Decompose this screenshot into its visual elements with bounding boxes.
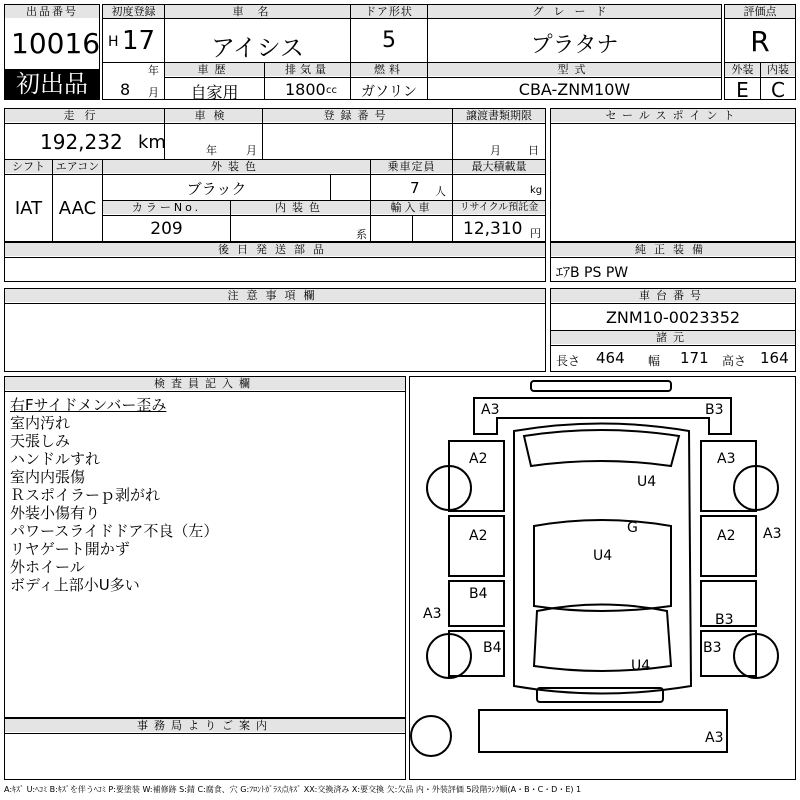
sales-points-label: セールスポイント <box>551 109 795 122</box>
note-line: 右Fサイドメンバー歪み <box>10 396 167 414</box>
mileage: 192,232 <box>40 130 123 154</box>
capacity: 7 <box>410 179 420 197</box>
interior-color-unit: 系 <box>356 228 367 241</box>
inspector-notes <box>10 396 218 594</box>
model-label: 型式 <box>428 63 721 76</box>
mark-front-left: A3 <box>481 402 500 418</box>
length: 464 <box>596 349 625 367</box>
era: H <box>108 34 119 50</box>
capacity-label: 乗車定員 <box>371 160 452 173</box>
model: CBA-ZNM10W <box>518 80 631 99</box>
interior-grade: C <box>771 78 785 102</box>
fuel: ガソリン <box>361 84 417 100</box>
roof-shape <box>534 520 671 611</box>
car-name-label: 車名 <box>165 5 350 18</box>
inspector-label: 検査員記入欄 <box>5 377 405 390</box>
transfer-day-unit: 日 <box>528 144 539 157</box>
capacity-unit: 人 <box>435 185 446 198</box>
door-label: ドア形状 <box>351 5 427 18</box>
color-label: 外装色 <box>103 160 370 173</box>
transfer-month-unit: 月 <box>490 144 501 157</box>
mark-fender-left: A2 <box>469 451 488 467</box>
recycle-unit: 円 <box>530 227 541 240</box>
width: 171 <box>680 349 709 367</box>
mark-fender-right: A3 <box>717 451 736 467</box>
right-door-front <box>701 516 756 576</box>
mark-door-front-left: A2 <box>469 528 488 544</box>
mark-door-rear-left: B4 <box>469 586 488 602</box>
car-name: アイシス <box>210 34 305 62</box>
caution-label: 注意事項欄 <box>5 289 545 302</box>
legend: A:ｷｽﾞ U:ﾍｺﾐ B:ｷｽﾞを伴うﾍｺﾐ P:要塗装 W:補修跡 S:錆 C:腐食、穴 G:ﾌﾛﾝﾄｶﾞﾗｽ点ｷｽﾞ XX:交換済み X:要交換 欠:欠品 内・外装評価 5段階ﾗﾝｸ順(A・B・C・D・E) 1 <box>4 785 582 794</box>
displacement: 1800 <box>285 80 326 99</box>
recycle: 12,310 <box>463 219 523 239</box>
exterior-grade: E <box>736 78 749 102</box>
ac-label: エアコン <box>53 160 102 173</box>
height-label: 高さ <box>722 354 747 368</box>
height: 164 <box>760 349 789 367</box>
equipment-label: 純正装備 <box>551 243 795 256</box>
lot-number: 10016 <box>11 27 101 60</box>
sales-points-box <box>550 108 796 242</box>
score-label: 評価点 <box>725 5 795 18</box>
mark-side-right: A3 <box>763 526 782 542</box>
interior-color-label: 内装色 <box>231 201 370 214</box>
width-label: 幅 <box>648 354 661 368</box>
exterior-label: 外装 <box>725 63 760 76</box>
shift: IAT <box>14 198 43 219</box>
score: R <box>750 25 770 58</box>
ac: AAC <box>58 198 97 219</box>
lot-label: 出品番号 <box>5 5 99 18</box>
note-line: 外装小傷有り <box>10 504 101 522</box>
mark-sill-left: A3 <box>423 606 442 622</box>
note-line: ハンドルすれ <box>10 450 101 468</box>
chassis-number: ZNM10-0023352 <box>605 308 741 327</box>
history: 自家用 <box>190 83 239 102</box>
mark-quarter-left: B4 <box>483 640 502 656</box>
inspection-month-unit: 月 <box>246 144 257 157</box>
length-label: 長さ <box>556 354 581 368</box>
lot-box <box>4 4 100 100</box>
history-label: 車歴 <box>165 63 264 76</box>
mark-roof-center: G <box>627 520 638 536</box>
reg-number-label: 登録番号 <box>263 109 452 122</box>
max-load-label: 最大積載量 <box>453 160 545 173</box>
mark-roof-rear: U4 <box>631 658 651 674</box>
mark-front-right: B3 <box>705 402 724 418</box>
rear-bumper-shape <box>537 688 663 702</box>
month-unit: 月 <box>148 86 159 99</box>
equipment: ｴｱB PS PW <box>556 265 629 281</box>
note-line: 室内内張傷 <box>10 468 86 486</box>
mark-rear: A3 <box>705 730 724 746</box>
year-unit: 年 <box>148 64 159 77</box>
inspection-year-unit: 年 <box>206 144 217 157</box>
note-line: 外ホイール <box>10 558 85 576</box>
fuel-label: 燃料 <box>351 63 427 76</box>
rear-body-shape <box>479 710 727 752</box>
spare-wheel <box>411 716 451 756</box>
mark-center-u4: U4 <box>593 548 613 564</box>
displacement-unit: cc <box>326 85 337 96</box>
note-line: パワースライドドア不良（左） <box>10 522 219 540</box>
front-body-shape <box>474 398 731 434</box>
mileage-unit: km <box>138 132 166 153</box>
shift-label: シフト <box>5 160 52 173</box>
dims-label: 諸元 <box>551 331 795 344</box>
reg-month: 8 <box>120 80 131 99</box>
hood-shape <box>524 430 679 466</box>
displacement-label: 排気量 <box>265 63 350 76</box>
grade: プラタナ <box>530 33 619 58</box>
chassis-label: 車台番号 <box>551 289 795 302</box>
note-line: 天張しみ <box>10 432 71 450</box>
note-line: リヤゲート開かず <box>10 540 130 558</box>
mark-door-front-right: A2 <box>717 528 736 544</box>
inspection-label: 車検 <box>165 109 262 122</box>
import-label: 輸入車 <box>371 201 452 214</box>
first-reg-label: 初度登録 <box>103 5 164 18</box>
mark-roof-front: U4 <box>637 474 657 490</box>
color: ブラック <box>186 180 247 198</box>
interior-label: 内装 <box>761 63 795 76</box>
left-door-front <box>449 516 504 576</box>
mark-quarter-right: B3 <box>703 640 722 656</box>
grade-label: グレード <box>428 5 721 18</box>
note-line: ボディ上部小U多い <box>10 576 140 594</box>
max-load-unit: kg <box>530 185 543 196</box>
rear-window-shape <box>534 605 671 672</box>
office-label: 事務局よりご案内 <box>5 719 405 732</box>
front-bumper-shape <box>531 381 671 391</box>
transfer-label: 譲渡書類期限 <box>453 109 545 122</box>
recycle-label: リサイクル預託金 <box>453 201 545 214</box>
first-listing-badge: 初出品 <box>5 69 99 99</box>
doors: 5 <box>382 28 396 53</box>
note-line: Ｒスポイラーｐ剥がれ <box>10 486 161 504</box>
note-line: 室内汚れ <box>10 414 71 432</box>
color-no: 209 <box>150 219 183 239</box>
color-no-label: カラーNo. <box>103 201 230 214</box>
mileage-label: 走行 <box>5 109 164 122</box>
reg-year: 17 <box>122 26 156 56</box>
later-parts-label: 後日発送部品 <box>5 243 545 256</box>
car-diagram <box>409 376 796 780</box>
mark-door-rear-right: B3 <box>715 612 734 628</box>
